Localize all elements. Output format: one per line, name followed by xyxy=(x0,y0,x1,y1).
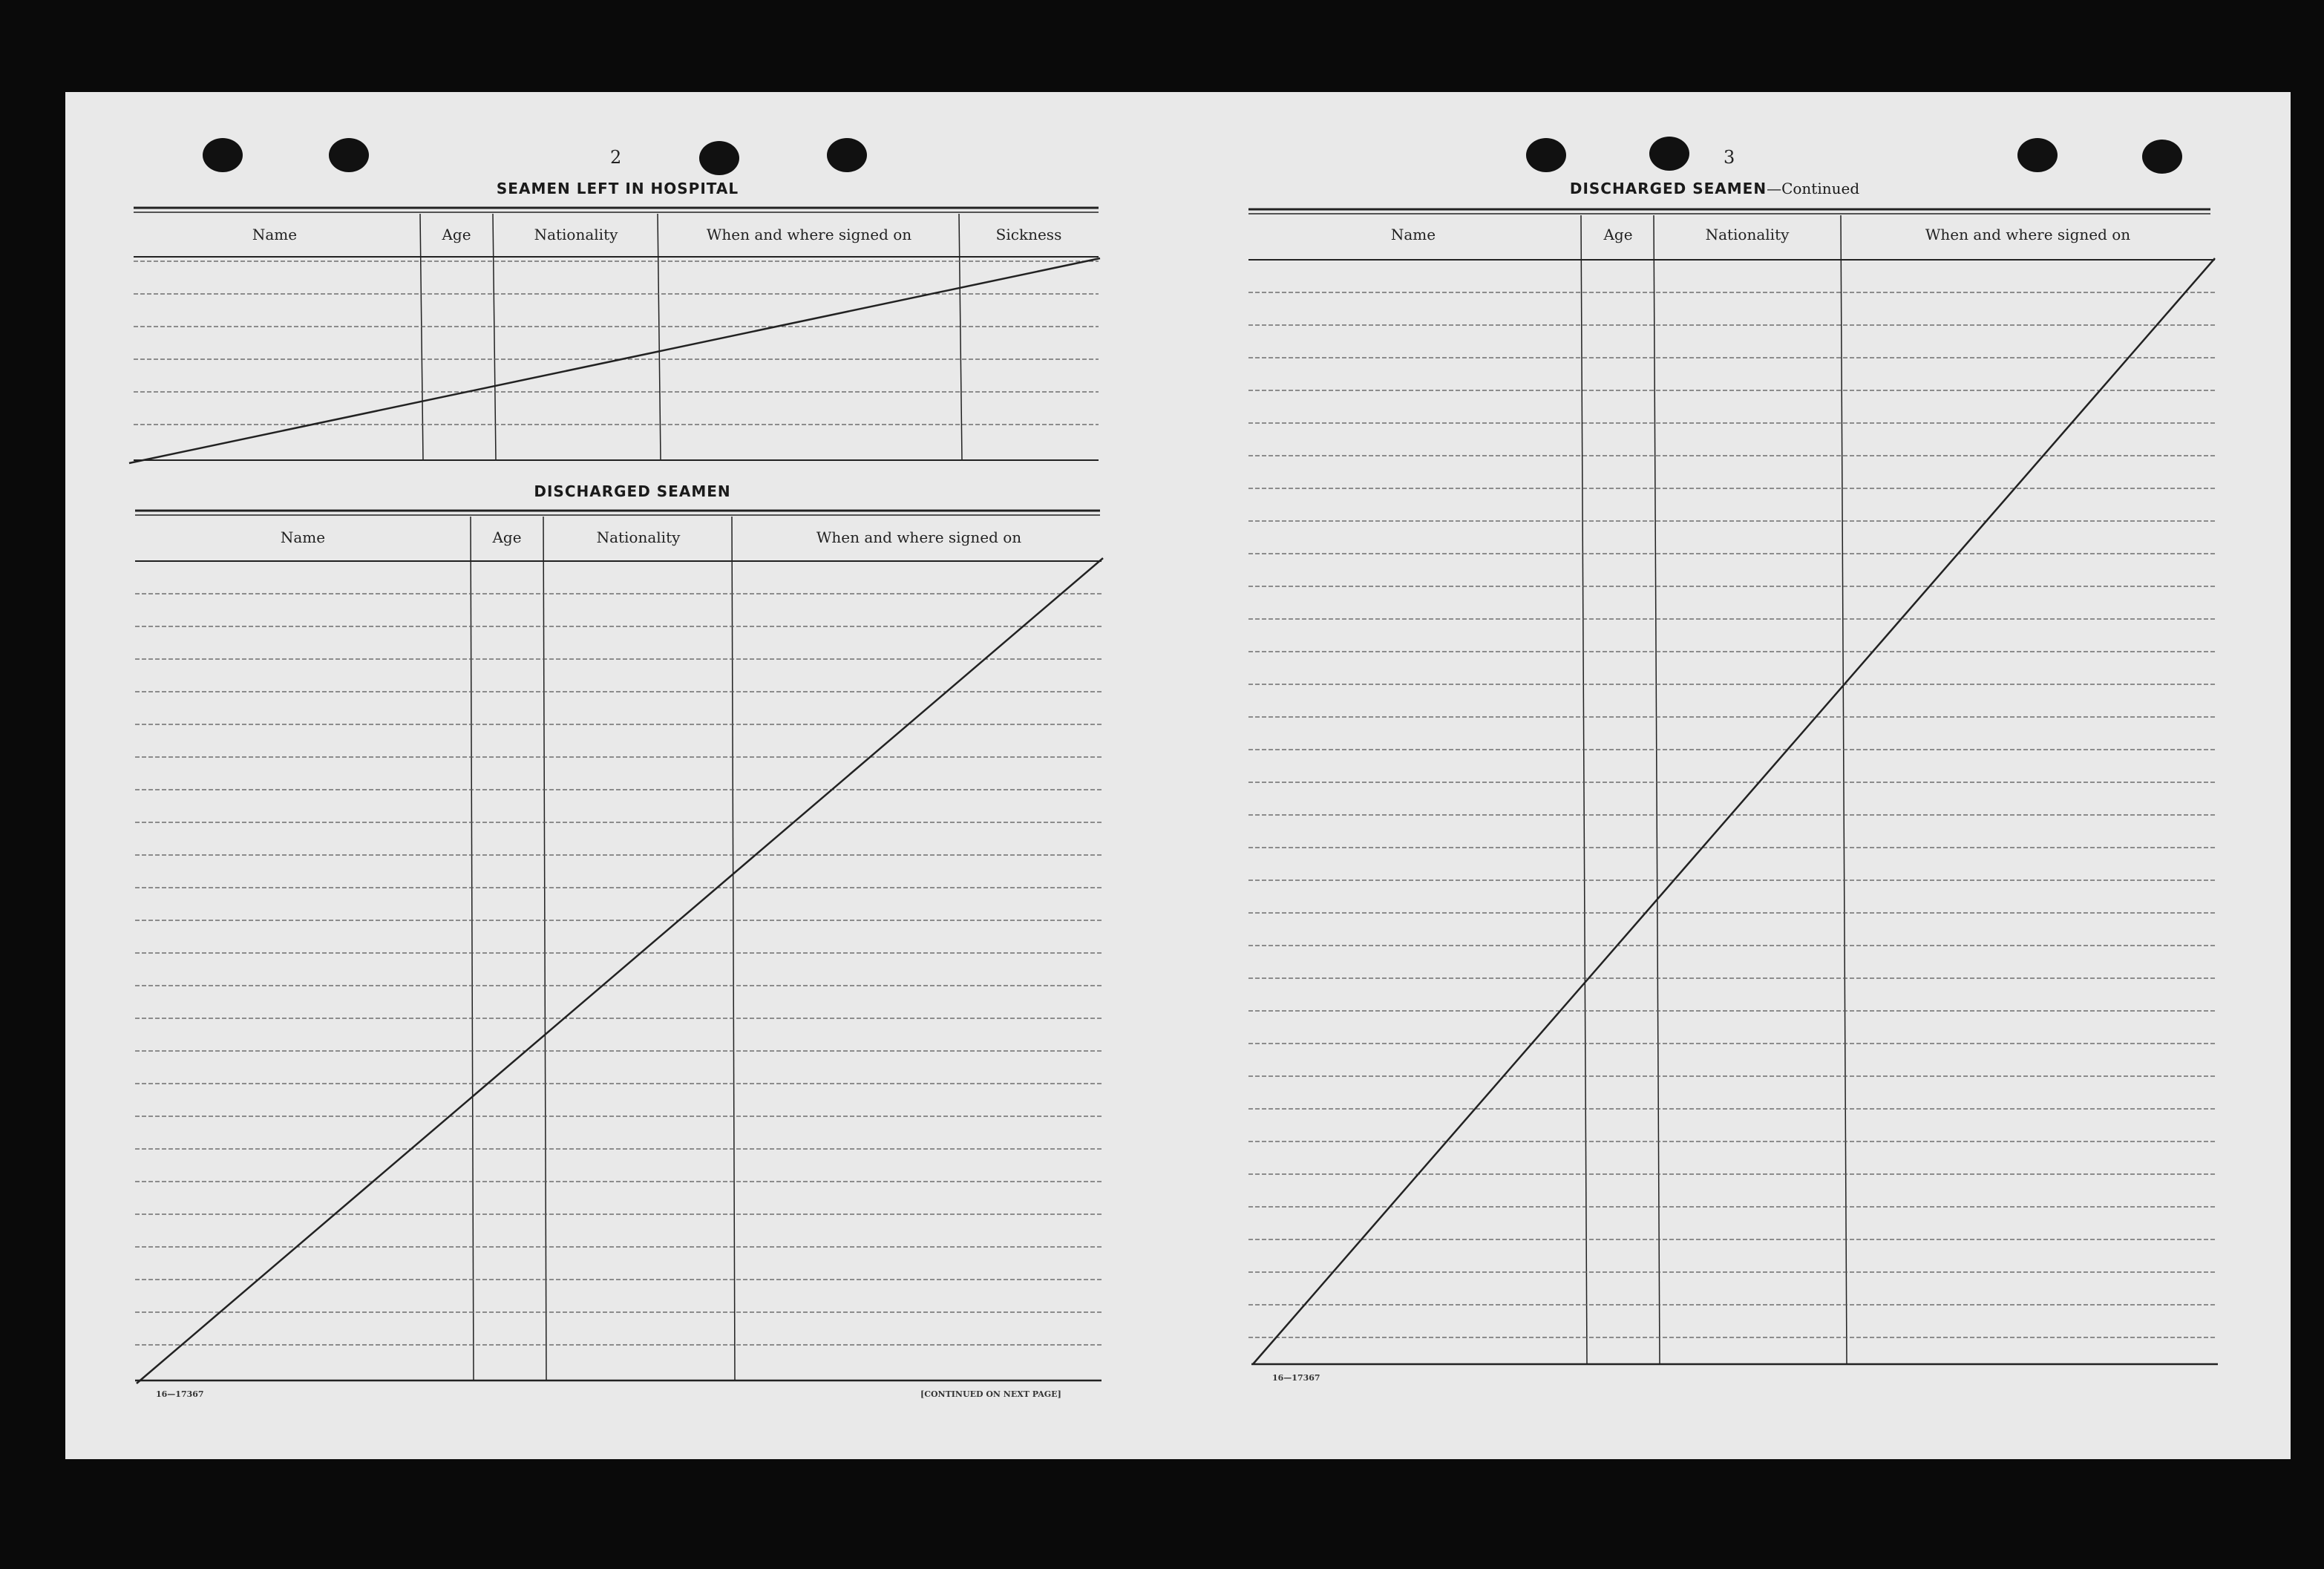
continued-note: [CONTINUED ON NEXT PAGE] xyxy=(920,1389,1061,1399)
hospital-section-title: SEAMEN LEFT IN HOSPITAL xyxy=(496,180,739,197)
discharged-col-age: Age xyxy=(492,528,522,546)
right-form-number: 16—17367 xyxy=(1272,1373,1320,1383)
hospital-col-signed-on: When and where signed on xyxy=(706,226,912,243)
hospital-col-name: Name xyxy=(252,226,298,243)
hospital-col-age: Age xyxy=(442,226,471,243)
left-form-number: 16—17367 xyxy=(156,1389,204,1399)
left-page-number: 2 xyxy=(610,147,622,168)
discharged-continued-title xyxy=(1570,180,1859,197)
continued-col-nationality: Nationality xyxy=(1705,226,1790,243)
discharged-col-nationality: Nationality xyxy=(596,528,681,546)
continued-col-name: Name xyxy=(1390,226,1436,243)
discharged-col-signed-on: When and where signed on xyxy=(816,528,1022,546)
continued-col-age: Age xyxy=(1603,226,1633,243)
discharged-continued-suffix: —Continued xyxy=(1767,180,1860,197)
right-page-number: 3 xyxy=(1724,147,1735,168)
discharged-section-title: DISCHARGED SEAMEN xyxy=(534,482,731,500)
continued-col-signed-on: When and where signed on xyxy=(1925,226,2131,243)
hospital-col-sickness: Sickness xyxy=(995,226,1062,243)
discharged-continued-title-main: DISCHARGED SEAMEN xyxy=(1569,180,1767,197)
hospital-col-nationality: Nationality xyxy=(534,226,618,243)
discharged-col-name: Name xyxy=(280,528,326,546)
